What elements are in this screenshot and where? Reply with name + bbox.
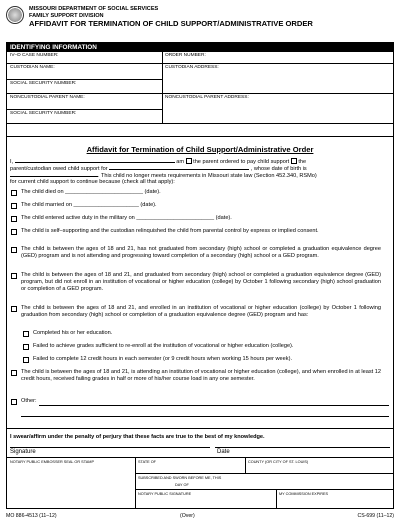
custodian-name-field[interactable]: CUSTODIAN NAME: — [10, 65, 55, 70]
agency-name: MISSOURI DEPARTMENT OF SOCIAL SERVICES — [29, 6, 159, 12]
reason-text: The child is between the ages of 18 and 21, is attending an institution of vocational or higher education (college), and when enrolled in at least 12 credit hours, received failing grades in half or more of his/her course load in any one semester. — [21, 369, 381, 383]
sub-reason-checkbox[interactable] — [23, 331, 29, 337]
reason-checkbox[interactable] — [11, 190, 17, 196]
other-line-1[interactable] — [39, 405, 389, 406]
signature-label: Signature — [10, 449, 36, 455]
footer-cs-number: CS-699 (11–12) — [357, 513, 394, 518]
reason-text: The child is between the ages of 18 and 21, and graduated from secondary (high) school or completed a graduation equivalence degree (GED) program, but did not enroll in an institution of vocational or higher education (college) by October 1 following secondary (high) school graduation or completion of a GED program. — [21, 272, 381, 293]
text: , whose date of birth is — [250, 166, 307, 172]
text: am — [176, 159, 185, 165]
divider — [162, 52, 163, 124]
notary-signature-field[interactable]: NOTARY PUBLIC SIGNATURE — [138, 492, 192, 496]
day-of-label: DAY OF — [175, 483, 189, 487]
form-body — [6, 42, 394, 509]
text: the parent ordered to pay child support — [193, 159, 290, 165]
text: parent/custodian owed child support for — [10, 166, 108, 172]
form-page — [6, 6, 394, 518]
form-title: AFFIDAVIT FOR TERMINATION OF CHILD SUPPORT/ADMINISTRATIVE ORDER — [29, 19, 313, 28]
text: I, — [10, 159, 14, 165]
text: . This child no longer meets requirements in Missouri state law (Section 452.340, RSMo) — [98, 173, 317, 179]
sub-reason-checkbox[interactable] — [23, 344, 29, 350]
affidavit-line-4: for current child support to continue because (check all that apply): — [10, 179, 175, 185]
reason-checkbox[interactable] — [11, 247, 17, 253]
commission-expires-field[interactable]: MY COMMISSION EXPIRES — [279, 492, 329, 496]
reason-checkbox[interactable] — [11, 273, 17, 279]
state-field[interactable]: STATE OF — [138, 460, 156, 464]
county-field[interactable]: COUNTY (OR CITY OF ST. LOUIS) — [248, 460, 309, 464]
reason-text: The child married on _____________________ (date). — [21, 202, 157, 208]
case-number-field[interactable]: IV–D CASE NUMBER: — [7, 52, 162, 64]
footer-over: (Over) — [180, 513, 195, 518]
notary-seal-area: NOTARY PUBLIC EMBOSSER SEAL OR STAMP — [10, 460, 94, 464]
divider — [7, 428, 393, 429]
subscribed-field[interactable]: SUBSCRIBED AND SWORN BEFORE ME, THIS — [138, 476, 222, 480]
reason-checkbox[interactable] — [11, 229, 17, 235]
missouri-seal-logo — [6, 6, 24, 24]
divider — [276, 489, 277, 509]
reason-text: The child is between the ages of 18 and 21, has not graduated from secondary (high) school or completed a graduation equivalence degree (GED) program and is not attending and progressing toward completion of a secondary (high) school or a GED program. — [21, 246, 381, 260]
child-name-input[interactable] — [109, 165, 249, 170]
divider — [7, 136, 393, 137]
order-number-field[interactable]: ORDER NUMBER: — [162, 52, 393, 64]
custodian-checkbox[interactable] — [291, 158, 297, 164]
reason-checkbox[interactable] — [11, 370, 17, 376]
noncustodial-name-field[interactable]: NONCUSTODIAL PARENT NAME: — [10, 95, 85, 100]
affidavit-title: Affidavit for Termination of Child Support/Administrative Order — [86, 145, 314, 154]
sub-reason-checkbox[interactable] — [23, 357, 29, 363]
noncustodial-address-field[interactable]: NONCUSTODIAL PARENT ADDRESS: — [162, 94, 393, 124]
footer-form-number: MO 886-4513 (11–12) — [6, 513, 57, 518]
swear-statement: I swear/affirm under the penalty of perjury that these facts are true to the best of my knowledge. — [10, 434, 265, 440]
other-checkbox[interactable] — [11, 399, 17, 405]
sub-reason-text: Completed his or her education. — [33, 330, 113, 336]
custodian-ssn-field[interactable]: SOCIAL SECURITY NUMBER: — [7, 80, 162, 94]
signature-line[interactable] — [10, 447, 210, 448]
date-label: Date — [217, 449, 230, 455]
divider — [135, 457, 136, 509]
text: the — [298, 159, 307, 165]
reason-text: The child is between the ages of 18 and 21, and enrolled in an institution of vocational or higher education (college) by October 1 following graduation from secondary (high) school or completion of a graduation equivalence degree (GED) program and has: — [21, 305, 381, 319]
division-name: FAMILY SUPPORT DIVISION — [29, 12, 104, 19]
custodian-address-field[interactable]: CUSTODIAN ADDRESS: — [162, 64, 393, 94]
other-label: Other: — [21, 398, 37, 404]
other-line-2[interactable] — [21, 416, 389, 417]
reason-checkbox[interactable] — [11, 203, 17, 209]
reason-text: The child is self–supporting and the custodian relinquished the child from parental control by express or implied consent. — [21, 228, 319, 234]
birth-date-input[interactable] — [10, 172, 98, 177]
reason-checkbox[interactable] — [11, 216, 17, 222]
sub-reason-text: Failed to achieve grades sufficient to re-enroll at the institution of vocational or higher education (college). — [33, 343, 294, 349]
reason-text: The child died on _________________________ (date). — [21, 189, 161, 195]
reason-text: The child entered active duty in the military on _________________________ (date). — [21, 215, 232, 221]
form-header — [29, 6, 313, 28]
reason-checkbox[interactable] — [11, 306, 17, 312]
affiant-name-input[interactable] — [15, 158, 175, 163]
paying-parent-checkbox[interactable] — [186, 158, 192, 164]
sub-reason-text: Failed to complete 12 credit hours in each semester (or 9 credit hours when working 15 hours per week). — [33, 356, 292, 362]
date-line[interactable] — [215, 447, 390, 448]
noncustodial-ssn-field[interactable]: SOCIAL SECURITY NUMBER: — [7, 110, 162, 124]
identifying-bar: IDENTIFYING INFORMATION — [7, 43, 393, 52]
divider — [245, 457, 246, 473]
